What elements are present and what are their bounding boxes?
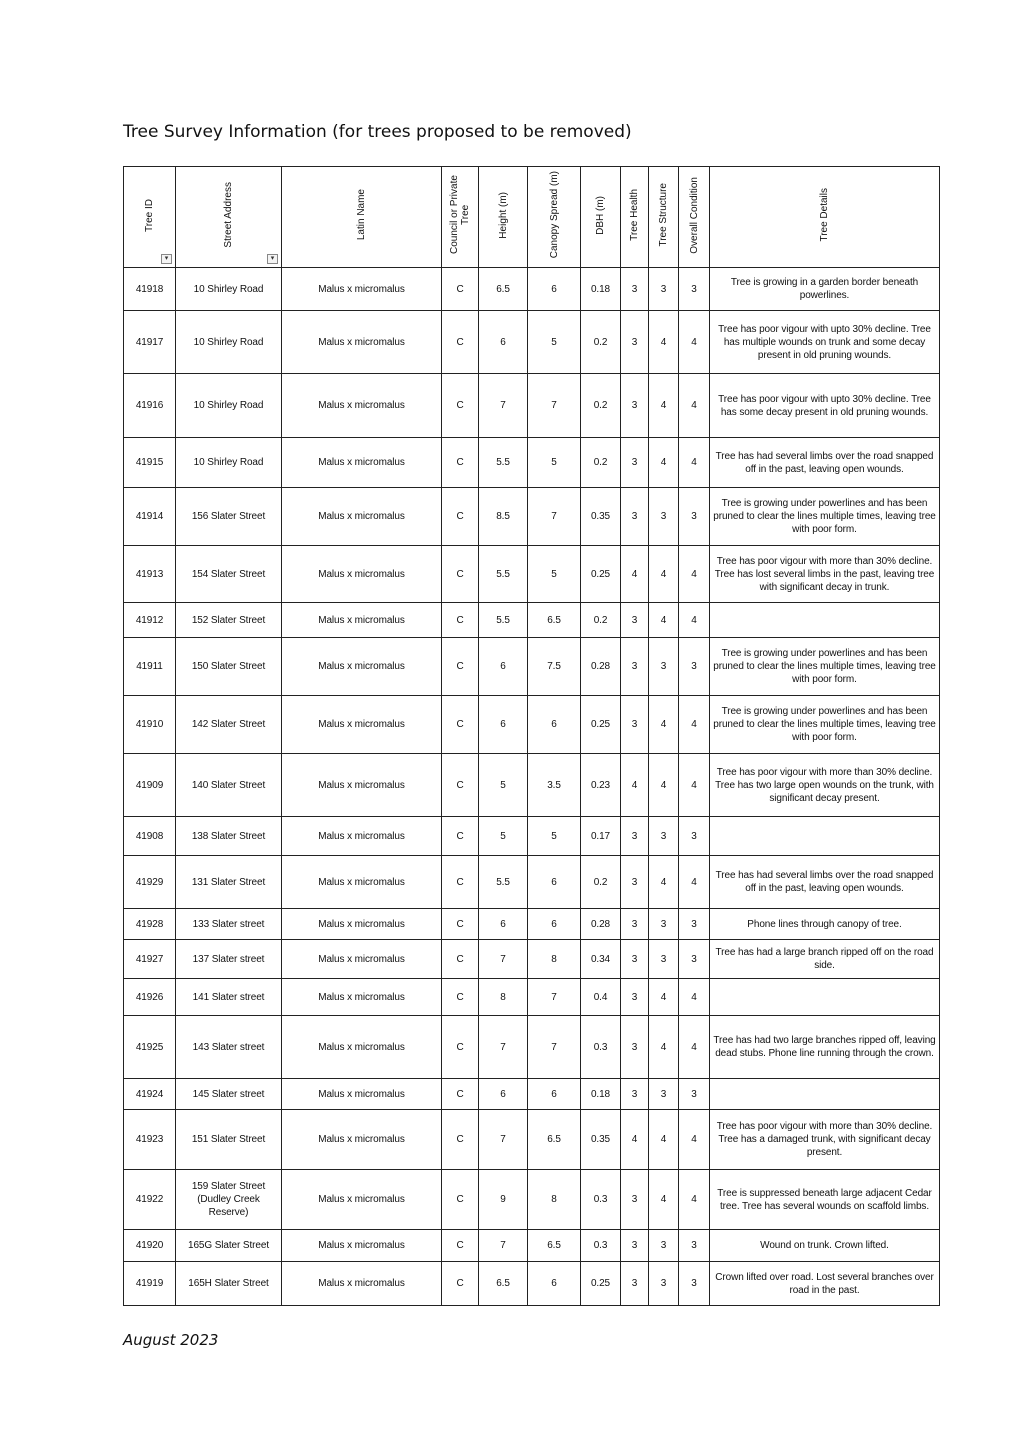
cell-owner: C	[442, 979, 479, 1016]
cell-owner: C	[442, 268, 479, 311]
cell-canopy: 5	[528, 438, 581, 488]
cell-latin-name: Malus x micromalus	[282, 1262, 442, 1306]
cell-height: 8	[479, 979, 528, 1016]
cell-structure: 4	[649, 1110, 679, 1170]
cell-condition: 3	[679, 1230, 710, 1262]
cell-health: 3	[621, 1230, 649, 1262]
cell-owner: C	[442, 909, 479, 940]
cell-owner: C	[442, 856, 479, 909]
cell-tree-id: 41925	[124, 1016, 176, 1079]
table-row	[124, 488, 940, 546]
cell-condition: 4	[679, 546, 710, 603]
cell-health: 3	[621, 940, 649, 979]
cell-condition: 3	[679, 638, 710, 696]
cell-health: 4	[621, 1110, 649, 1170]
cell-structure: 3	[649, 940, 679, 979]
cell-structure: 3	[649, 1230, 679, 1262]
cell-latin-name: Malus x micromalus	[282, 438, 442, 488]
cell-health: 3	[621, 856, 649, 909]
table-row	[124, 1110, 940, 1170]
table-row	[124, 817, 940, 856]
table-body	[124, 268, 940, 1306]
header-tree-structure	[649, 167, 679, 268]
cell-condition: 3	[679, 488, 710, 546]
cell-structure: 4	[649, 546, 679, 603]
table-row	[124, 909, 940, 940]
cell-health: 3	[621, 1262, 649, 1306]
cell-details	[710, 817, 940, 856]
cell-canopy: 6	[528, 696, 581, 754]
cell-latin-name: Malus x micromalus	[282, 311, 442, 374]
cell-height: 5.5	[479, 603, 528, 638]
cell-structure: 4	[649, 1016, 679, 1079]
cell-tree-id: 41922	[124, 1170, 176, 1230]
cell-details: Tree has had a large branch ripped off on the road side.	[710, 940, 940, 979]
cell-details: Tree has poor vigour with more than 30% decline. Tree has two large open wounds on the trunk, with significant decay present.	[710, 754, 940, 817]
cell-street-address: 143 Slater street	[176, 1016, 282, 1079]
cell-health: 3	[621, 374, 649, 438]
cell-condition: 3	[679, 940, 710, 979]
table-row	[124, 603, 940, 638]
cell-latin-name: Malus x micromalus	[282, 1230, 442, 1262]
cell-condition: 4	[679, 311, 710, 374]
cell-latin-name: Malus x micromalus	[282, 268, 442, 311]
header-street-address[interactable]	[176, 167, 282, 268]
cell-health: 3	[621, 488, 649, 546]
header-tree-details	[710, 167, 940, 268]
cell-tree-id: 41910	[124, 696, 176, 754]
cell-tree-id: 41908	[124, 817, 176, 856]
cell-dbh: 0.3	[581, 1016, 621, 1079]
table-row	[124, 979, 940, 1016]
table-row	[124, 438, 940, 488]
header-label: Overall Condition	[688, 176, 700, 254]
cell-street-address: 138 Slater Street	[176, 817, 282, 856]
cell-owner: C	[442, 696, 479, 754]
cell-structure: 4	[649, 311, 679, 374]
page-title: Tree Survey Information (for trees proposed to be removed)	[123, 122, 632, 142]
cell-dbh: 0.23	[581, 754, 621, 817]
cell-owner: C	[442, 1079, 479, 1110]
cell-dbh: 0.3	[581, 1230, 621, 1262]
cell-street-address: 142 Slater Street	[176, 696, 282, 754]
cell-canopy: 6.5	[528, 1230, 581, 1262]
cell-latin-name: Malus x micromalus	[282, 940, 442, 979]
cell-street-address: 10 Shirley Road	[176, 374, 282, 438]
table-row	[124, 546, 940, 603]
cell-street-address: 10 Shirley Road	[176, 438, 282, 488]
header-tree-health	[621, 167, 649, 268]
cell-latin-name: Malus x micromalus	[282, 817, 442, 856]
cell-details: Tree is growing in a garden border beneath powerlines.	[710, 268, 940, 311]
header-label: Tree Details	[819, 188, 830, 242]
cell-details	[710, 603, 940, 638]
cell-tree-id: 41914	[124, 488, 176, 546]
cell-details: Tree has had two large branches ripped off, leaving dead stubs. Phone line running through the crown.	[710, 1016, 940, 1079]
cell-dbh: 0.3	[581, 1170, 621, 1230]
cell-canopy: 5	[528, 546, 581, 603]
cell-tree-id: 41911	[124, 638, 176, 696]
cell-owner: C	[442, 488, 479, 546]
cell-canopy: 5	[528, 817, 581, 856]
cell-details: Tree has had several limbs over the road snapped off in the past, leaving open wounds.	[710, 856, 940, 909]
cell-street-address: 165G Slater Street	[176, 1230, 282, 1262]
cell-structure: 3	[649, 817, 679, 856]
cell-street-address: 131 Slater Street	[176, 856, 282, 909]
cell-dbh: 0.2	[581, 311, 621, 374]
cell-canopy: 8	[528, 1170, 581, 1230]
header-canopy-spread	[528, 167, 581, 268]
cell-owner: C	[442, 940, 479, 979]
cell-height: 9	[479, 1170, 528, 1230]
cell-owner: C	[442, 438, 479, 488]
cell-details	[710, 979, 940, 1016]
cell-dbh: 0.25	[581, 546, 621, 603]
cell-street-address: 156 Slater Street	[176, 488, 282, 546]
cell-latin-name: Malus x micromalus	[282, 1016, 442, 1079]
cell-health: 3	[621, 638, 649, 696]
cell-details: Tree has poor vigour with more than 30% decline. Tree has a damaged trunk, with significant decay present.	[710, 1110, 940, 1170]
cell-tree-id: 41924	[124, 1079, 176, 1110]
cell-structure: 4	[649, 979, 679, 1016]
cell-height: 7	[479, 374, 528, 438]
cell-tree-id: 41929	[124, 856, 176, 909]
cell-canopy: 7	[528, 1016, 581, 1079]
cell-dbh: 0.35	[581, 488, 621, 546]
table-row	[124, 1230, 940, 1262]
cell-condition: 4	[679, 1170, 710, 1230]
cell-latin-name: Malus x micromalus	[282, 754, 442, 817]
cell-owner: C	[442, 546, 479, 603]
header-dbh	[581, 167, 621, 268]
cell-health: 3	[621, 909, 649, 940]
cell-latin-name: Malus x micromalus	[282, 909, 442, 940]
cell-canopy: 6	[528, 909, 581, 940]
cell-canopy: 7.5	[528, 638, 581, 696]
header-label: Tree Structure	[658, 183, 669, 247]
cell-structure: 4	[649, 374, 679, 438]
table-row	[124, 940, 940, 979]
cell-dbh: 0.2	[581, 438, 621, 488]
cell-dbh: 0.18	[581, 1079, 621, 1110]
cell-tree-id: 41923	[124, 1110, 176, 1170]
cell-tree-id: 41916	[124, 374, 176, 438]
cell-height: 5	[479, 754, 528, 817]
cell-tree-id: 41919	[124, 1262, 176, 1306]
cell-dbh: 0.35	[581, 1110, 621, 1170]
cell-canopy: 5	[528, 311, 581, 374]
cell-street-address: 152 Slater Street	[176, 603, 282, 638]
cell-details: Tree is suppressed beneath large adjacent Cedar tree. Tree has several wounds on scaffold limbs.	[710, 1170, 940, 1230]
cell-height: 7	[479, 940, 528, 979]
cell-owner: C	[442, 1230, 479, 1262]
cell-latin-name: Malus x micromalus	[282, 546, 442, 603]
filter-icon[interactable]: ▾	[161, 254, 172, 264]
table-row	[124, 374, 940, 438]
cell-canopy: 6.5	[528, 1110, 581, 1170]
cell-owner: C	[442, 754, 479, 817]
cell-tree-id: 41926	[124, 979, 176, 1016]
cell-condition: 4	[679, 438, 710, 488]
header-label: Tree Health	[629, 189, 640, 241]
cell-structure: 3	[649, 1262, 679, 1306]
table-row	[124, 1016, 940, 1079]
cell-structure: 3	[649, 488, 679, 546]
header-latin-name	[282, 167, 442, 268]
cell-canopy: 3.5	[528, 754, 581, 817]
cell-health: 3	[621, 438, 649, 488]
cell-details: Tree is growing under powerlines and has been pruned to clear the lines multiple times, leaving tree with poor form.	[710, 638, 940, 696]
cell-dbh: 0.2	[581, 603, 621, 638]
cell-health: 3	[621, 696, 649, 754]
cell-street-address: 145 Slater street	[176, 1079, 282, 1110]
cell-owner: C	[442, 374, 479, 438]
header-height	[479, 167, 528, 268]
cell-structure: 4	[649, 1170, 679, 1230]
cell-latin-name: Malus x micromalus	[282, 979, 442, 1016]
cell-latin-name: Malus x micromalus	[282, 856, 442, 909]
cell-dbh: 0.25	[581, 696, 621, 754]
cell-details: Tree has poor vigour with upto 30% decline. Tree has multiple wounds on trunk and some decay present in old pruning wounds.	[710, 311, 940, 374]
header-label: Canopy Spread (m)	[548, 171, 560, 259]
cell-tree-id: 41909	[124, 754, 176, 817]
table-row	[124, 1079, 940, 1110]
cell-street-address: 151 Slater Street	[176, 1110, 282, 1170]
cell-dbh: 0.18	[581, 268, 621, 311]
cell-street-address: 137 Slater street	[176, 940, 282, 979]
cell-canopy: 7	[528, 488, 581, 546]
cell-tree-id: 41917	[124, 311, 176, 374]
cell-latin-name: Malus x micromalus	[282, 1079, 442, 1110]
cell-condition: 4	[679, 754, 710, 817]
cell-owner: C	[442, 311, 479, 374]
cell-structure: 4	[649, 603, 679, 638]
cell-condition: 4	[679, 374, 710, 438]
cell-structure: 3	[649, 638, 679, 696]
header-label: Council or Private Tree	[449, 175, 471, 255]
cell-condition: 4	[679, 603, 710, 638]
cell-street-address: 159 Slater Street (Dudley Creek Reserve)	[176, 1170, 282, 1230]
cell-health: 4	[621, 754, 649, 817]
cell-health: 3	[621, 603, 649, 638]
cell-structure: 3	[649, 1079, 679, 1110]
cell-latin-name: Malus x micromalus	[282, 1170, 442, 1230]
cell-structure: 4	[649, 754, 679, 817]
header-label: Latin Name	[356, 189, 367, 241]
cell-health: 3	[621, 817, 649, 856]
cell-street-address: 150 Slater Street	[176, 638, 282, 696]
cell-details	[710, 1079, 940, 1110]
cell-canopy: 6.5	[528, 603, 581, 638]
cell-street-address: 165H Slater Street	[176, 1262, 282, 1306]
cell-health: 4	[621, 546, 649, 603]
cell-canopy: 8	[528, 940, 581, 979]
cell-details: Wound on trunk. Crown lifted.	[710, 1230, 940, 1262]
table-row	[124, 638, 940, 696]
cell-height: 5.5	[479, 546, 528, 603]
cell-condition: 3	[679, 1079, 710, 1110]
cell-street-address: 10 Shirley Road	[176, 311, 282, 374]
table-row	[124, 1170, 940, 1230]
cell-height: 8.5	[479, 488, 528, 546]
cell-height: 7	[479, 1110, 528, 1170]
header-council-or-private	[442, 167, 479, 268]
cell-owner: C	[442, 1170, 479, 1230]
cell-condition: 4	[679, 979, 710, 1016]
cell-dbh: 0.17	[581, 817, 621, 856]
cell-structure: 4	[649, 856, 679, 909]
cell-height: 6	[479, 311, 528, 374]
cell-height: 6.5	[479, 268, 528, 311]
cell-condition: 4	[679, 1110, 710, 1170]
cell-tree-id: 41915	[124, 438, 176, 488]
cell-details: Crown lifted over road. Lost several branches over road in the past.	[710, 1262, 940, 1306]
cell-height: 7	[479, 1230, 528, 1262]
cell-canopy: 7	[528, 374, 581, 438]
table-row	[124, 311, 940, 374]
table-row	[124, 268, 940, 311]
tree-survey-table	[123, 166, 940, 1306]
header-label: DBH (m)	[595, 195, 606, 235]
cell-canopy: 6	[528, 1262, 581, 1306]
cell-condition: 3	[679, 268, 710, 311]
cell-street-address: 10 Shirley Road	[176, 268, 282, 311]
cell-condition: 4	[679, 1016, 710, 1079]
cell-canopy: 7	[528, 979, 581, 1016]
cell-tree-id: 41918	[124, 268, 176, 311]
cell-tree-id: 41913	[124, 546, 176, 603]
cell-health: 3	[621, 1079, 649, 1110]
cell-height: 7	[479, 1016, 528, 1079]
cell-details: Phone lines through canopy of tree.	[710, 909, 940, 940]
cell-height: 6	[479, 638, 528, 696]
cell-owner: C	[442, 817, 479, 856]
cell-dbh: 0.4	[581, 979, 621, 1016]
cell-dbh: 0.28	[581, 638, 621, 696]
cell-dbh: 0.25	[581, 1262, 621, 1306]
cell-street-address: 133 Slater street	[176, 909, 282, 940]
cell-health: 3	[621, 311, 649, 374]
cell-dbh: 0.34	[581, 940, 621, 979]
table-row	[124, 754, 940, 817]
cell-height: 5.5	[479, 856, 528, 909]
cell-details: Tree has poor vigour with more than 30% decline. Tree has lost several limbs in the past, leaving tree with significant decay in trunk.	[710, 546, 940, 603]
cell-structure: 3	[649, 268, 679, 311]
cell-condition: 3	[679, 817, 710, 856]
header-label: Height (m)	[497, 191, 509, 239]
cell-health: 3	[621, 268, 649, 311]
cell-latin-name: Malus x micromalus	[282, 603, 442, 638]
cell-details: Tree is growing under powerlines and has been pruned to clear the lines multiple times, leaving tree with poor form.	[710, 696, 940, 754]
cell-details: Tree is growing under powerlines and has been pruned to clear the lines multiple times, leaving tree with poor form.	[710, 488, 940, 546]
cell-height: 6.5	[479, 1262, 528, 1306]
cell-owner: C	[442, 1262, 479, 1306]
table-row	[124, 696, 940, 754]
cell-height: 6	[479, 909, 528, 940]
cell-height: 6	[479, 696, 528, 754]
cell-street-address: 154 Slater Street	[176, 546, 282, 603]
cell-canopy: 6	[528, 268, 581, 311]
cell-latin-name: Malus x micromalus	[282, 638, 442, 696]
cell-health: 3	[621, 1170, 649, 1230]
cell-tree-id: 41928	[124, 909, 176, 940]
cell-owner: C	[442, 638, 479, 696]
cell-owner: C	[442, 1110, 479, 1170]
cell-structure: 3	[649, 909, 679, 940]
cell-dbh: 0.2	[581, 374, 621, 438]
filter-icon[interactable]: ▾	[267, 254, 278, 264]
cell-street-address: 141 Slater street	[176, 979, 282, 1016]
cell-details: Tree has poor vigour with upto 30% decline. Tree has some decay present in old pruning wounds.	[710, 374, 940, 438]
cell-street-address: 140 Slater Street	[176, 754, 282, 817]
cell-health: 3	[621, 1016, 649, 1079]
cell-tree-id: 41927	[124, 940, 176, 979]
cell-height: 5	[479, 817, 528, 856]
cell-dbh: 0.28	[581, 909, 621, 940]
cell-owner: C	[442, 1016, 479, 1079]
cell-latin-name: Malus x micromalus	[282, 488, 442, 546]
header-overall-condition	[679, 167, 710, 268]
cell-height: 5.5	[479, 438, 528, 488]
cell-condition: 4	[679, 696, 710, 754]
header-tree-id[interactable]	[124, 167, 176, 268]
cell-tree-id: 41920	[124, 1230, 176, 1262]
cell-latin-name: Malus x micromalus	[282, 374, 442, 438]
cell-canopy: 6	[528, 1079, 581, 1110]
cell-structure: 4	[649, 438, 679, 488]
cell-health: 3	[621, 979, 649, 1016]
cell-latin-name: Malus x micromalus	[282, 1110, 442, 1170]
cell-structure: 4	[649, 696, 679, 754]
footer-date: August 2023	[123, 1331, 219, 1349]
cell-condition: 4	[679, 856, 710, 909]
table-row	[124, 856, 940, 909]
cell-tree-id: 41912	[124, 603, 176, 638]
header-label: Tree ID	[144, 198, 155, 232]
table-header	[124, 167, 940, 268]
cell-details: Tree has had several limbs over the road snapped off in the past, leaving open wounds.	[710, 438, 940, 488]
cell-latin-name: Malus x micromalus	[282, 696, 442, 754]
header-label: Street Address	[223, 182, 234, 248]
cell-owner: C	[442, 603, 479, 638]
cell-height: 6	[479, 1079, 528, 1110]
table-row	[124, 1262, 940, 1306]
cell-condition: 3	[679, 909, 710, 940]
cell-condition: 3	[679, 1262, 710, 1306]
cell-dbh: 0.2	[581, 856, 621, 909]
cell-canopy: 6	[528, 856, 581, 909]
